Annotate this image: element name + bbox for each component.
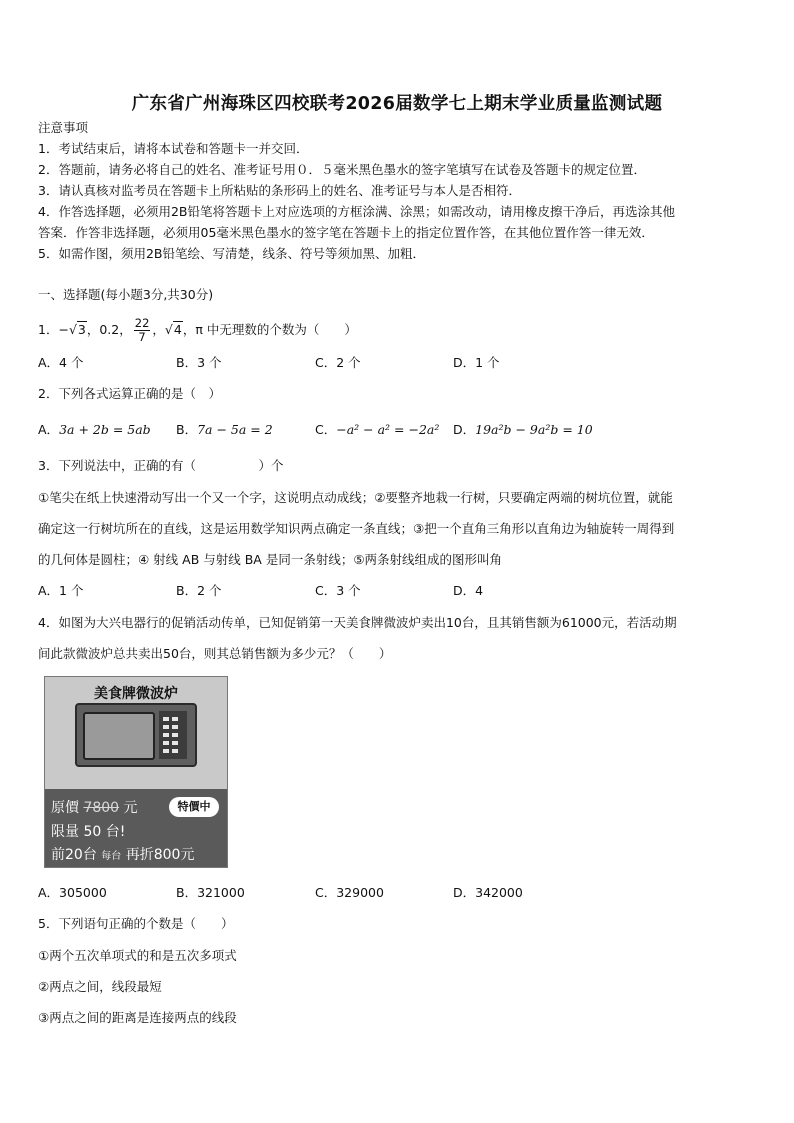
question-3-line: 的几何体是圆柱；④ 射线 AB 与射线 BA 是同一条射线；⑤两条射线组成的图形叫角: [38, 552, 503, 567]
option-b: B．3 个: [176, 355, 222, 370]
question-5-item: ①两个五次单项式的和是五次多项式: [38, 948, 237, 963]
first-20-label: 前20台: [51, 847, 97, 863]
option-letter: B．: [176, 422, 198, 437]
question-3: 3．下列说法中，正确的有（ ）个: [38, 458, 284, 473]
option-d: D．1 个: [453, 355, 500, 370]
section-heading: 一、选择题(每小题3分,共30分): [38, 287, 214, 302]
option-a: [38, 422, 151, 438]
option-b: B．2 个: [176, 583, 222, 598]
q1-tail: ，π 中无理数的个数为（ ）: [182, 322, 357, 337]
sqrt-radicand: 3: [77, 322, 86, 337]
question-3-line: ①笔尖在纸上快速滑动写出一个又一个字，这说明点动成线；②要整齐地栽一行树，只要确定两端的树坑位置，就能: [38, 490, 673, 505]
option-d: D．342000: [453, 885, 523, 900]
flyer-original-price: [51, 797, 138, 817]
option-c: [315, 422, 439, 438]
option-letter: D．: [453, 422, 476, 437]
microwave-icon: [75, 703, 197, 767]
notice-heading: 注意事项: [38, 120, 89, 135]
question-5: 5．下列语句正确的个数是（ ）: [38, 916, 234, 931]
option-letter: C．: [315, 422, 337, 437]
option-a: A．1 个: [38, 583, 84, 598]
notice-item: 1．考试结束后，请将本试卷和答题卡一并交回．: [38, 141, 309, 156]
notice-item: 5．如需作图，须用2B铅笔绘、写清楚，线条、符号等须加黑、加粗．: [38, 246, 425, 261]
fraction: [134, 317, 151, 344]
notice-item: 4．作答选择题，必须用2B铅笔将答题卡上对应选项的方框涂满、涂黑；如需改动，请用橡皮擦干净后，再选涂其他: [38, 204, 675, 219]
notice-item: 答案．作答非选择题，必须用05毫米黑色墨水的签字笔在答题卡上的指定位置作答，在其他位置作答一律无效．: [38, 225, 654, 240]
question-number: 1．: [38, 322, 59, 337]
question-1: [38, 317, 357, 344]
page-title: 广东省广州海珠区四校联考2026届数学七上期末学业质量监测试题: [131, 94, 663, 114]
option-letter: A．: [38, 422, 60, 437]
notice-item: 2．答题前，请务必将自己的姓名、准考证号用０．５毫米黑色墨水的签字笔填写在试卷及答题卡的规定位置．: [38, 162, 646, 177]
flyer-title: 美食牌微波炉: [94, 686, 178, 702]
sale-badge: 特價中: [169, 797, 219, 817]
option-expression: −a² − a² = −2a²: [336, 422, 440, 437]
microwave-control-panel: [159, 711, 187, 759]
fraction-numerator: 22: [134, 316, 150, 330]
flyer-limit: 限量 50 台!: [51, 824, 126, 840]
discount-label: 再折800元: [125, 847, 195, 863]
q1-separator: ，0.2，: [86, 322, 132, 337]
sqrt-symbol: √: [68, 322, 77, 337]
microwave-door: [83, 712, 155, 760]
option-expression: 3a + 2b = 5ab: [59, 422, 151, 437]
notice-item: 3．请认真核对监考员在答题卡上所粘贴的条形码上的姓名、准考证号与本人是否相符．: [38, 183, 521, 198]
price-label: 原價: [51, 800, 79, 816]
price-unit: 元: [123, 800, 138, 816]
option-b: B．321000: [176, 885, 245, 900]
option-a: A．305000: [38, 885, 107, 900]
option-a: A．4 个: [38, 355, 84, 370]
promo-flyer-image: [44, 676, 228, 868]
option-b: [176, 422, 273, 438]
option-expression: 7a − 5a = 2: [197, 422, 273, 437]
sqrt-symbol: √: [164, 322, 173, 337]
option-expression: 19a²b − 9a²b = 10: [475, 422, 593, 437]
q1-comma: ，: [152, 322, 165, 337]
question-4-line: 4．如图为大兴电器行的促销活动传单，已知促销第一天美食牌微波炉卖出10台，且其销售额为61000元，若活动期: [38, 615, 677, 630]
question-2: 2．下列各式运算正确的是（ ）: [38, 386, 221, 401]
question-4-line: 间此款微波炉总共卖出50台，则其总销售额为多少元？（ ）: [38, 646, 392, 661]
fraction-denominator: 7: [138, 330, 146, 344]
option-c: C．3 个: [315, 583, 361, 598]
option-c: C．2 个: [315, 355, 361, 370]
question-5-item: ②两点之间，线段最短: [38, 979, 162, 994]
option-d: D．4: [453, 583, 484, 598]
option-d: [453, 422, 593, 438]
question-5-item: ③两点之间的距离是连接两点的线段: [38, 1010, 237, 1025]
flyer-discount: [51, 844, 194, 864]
option-c: C．329000: [315, 885, 384, 900]
question-3-line: 确定这一行树坑所在的直线，这是运用数学知识两点确定一条直线；③把一个直角三角形以直角边为轴旋转一周得到: [38, 521, 675, 536]
each-label: 每台: [101, 851, 122, 862]
sqrt-radicand: 4: [173, 322, 182, 337]
minus-sign: −: [58, 322, 69, 337]
old-price: 7800: [83, 800, 120, 816]
